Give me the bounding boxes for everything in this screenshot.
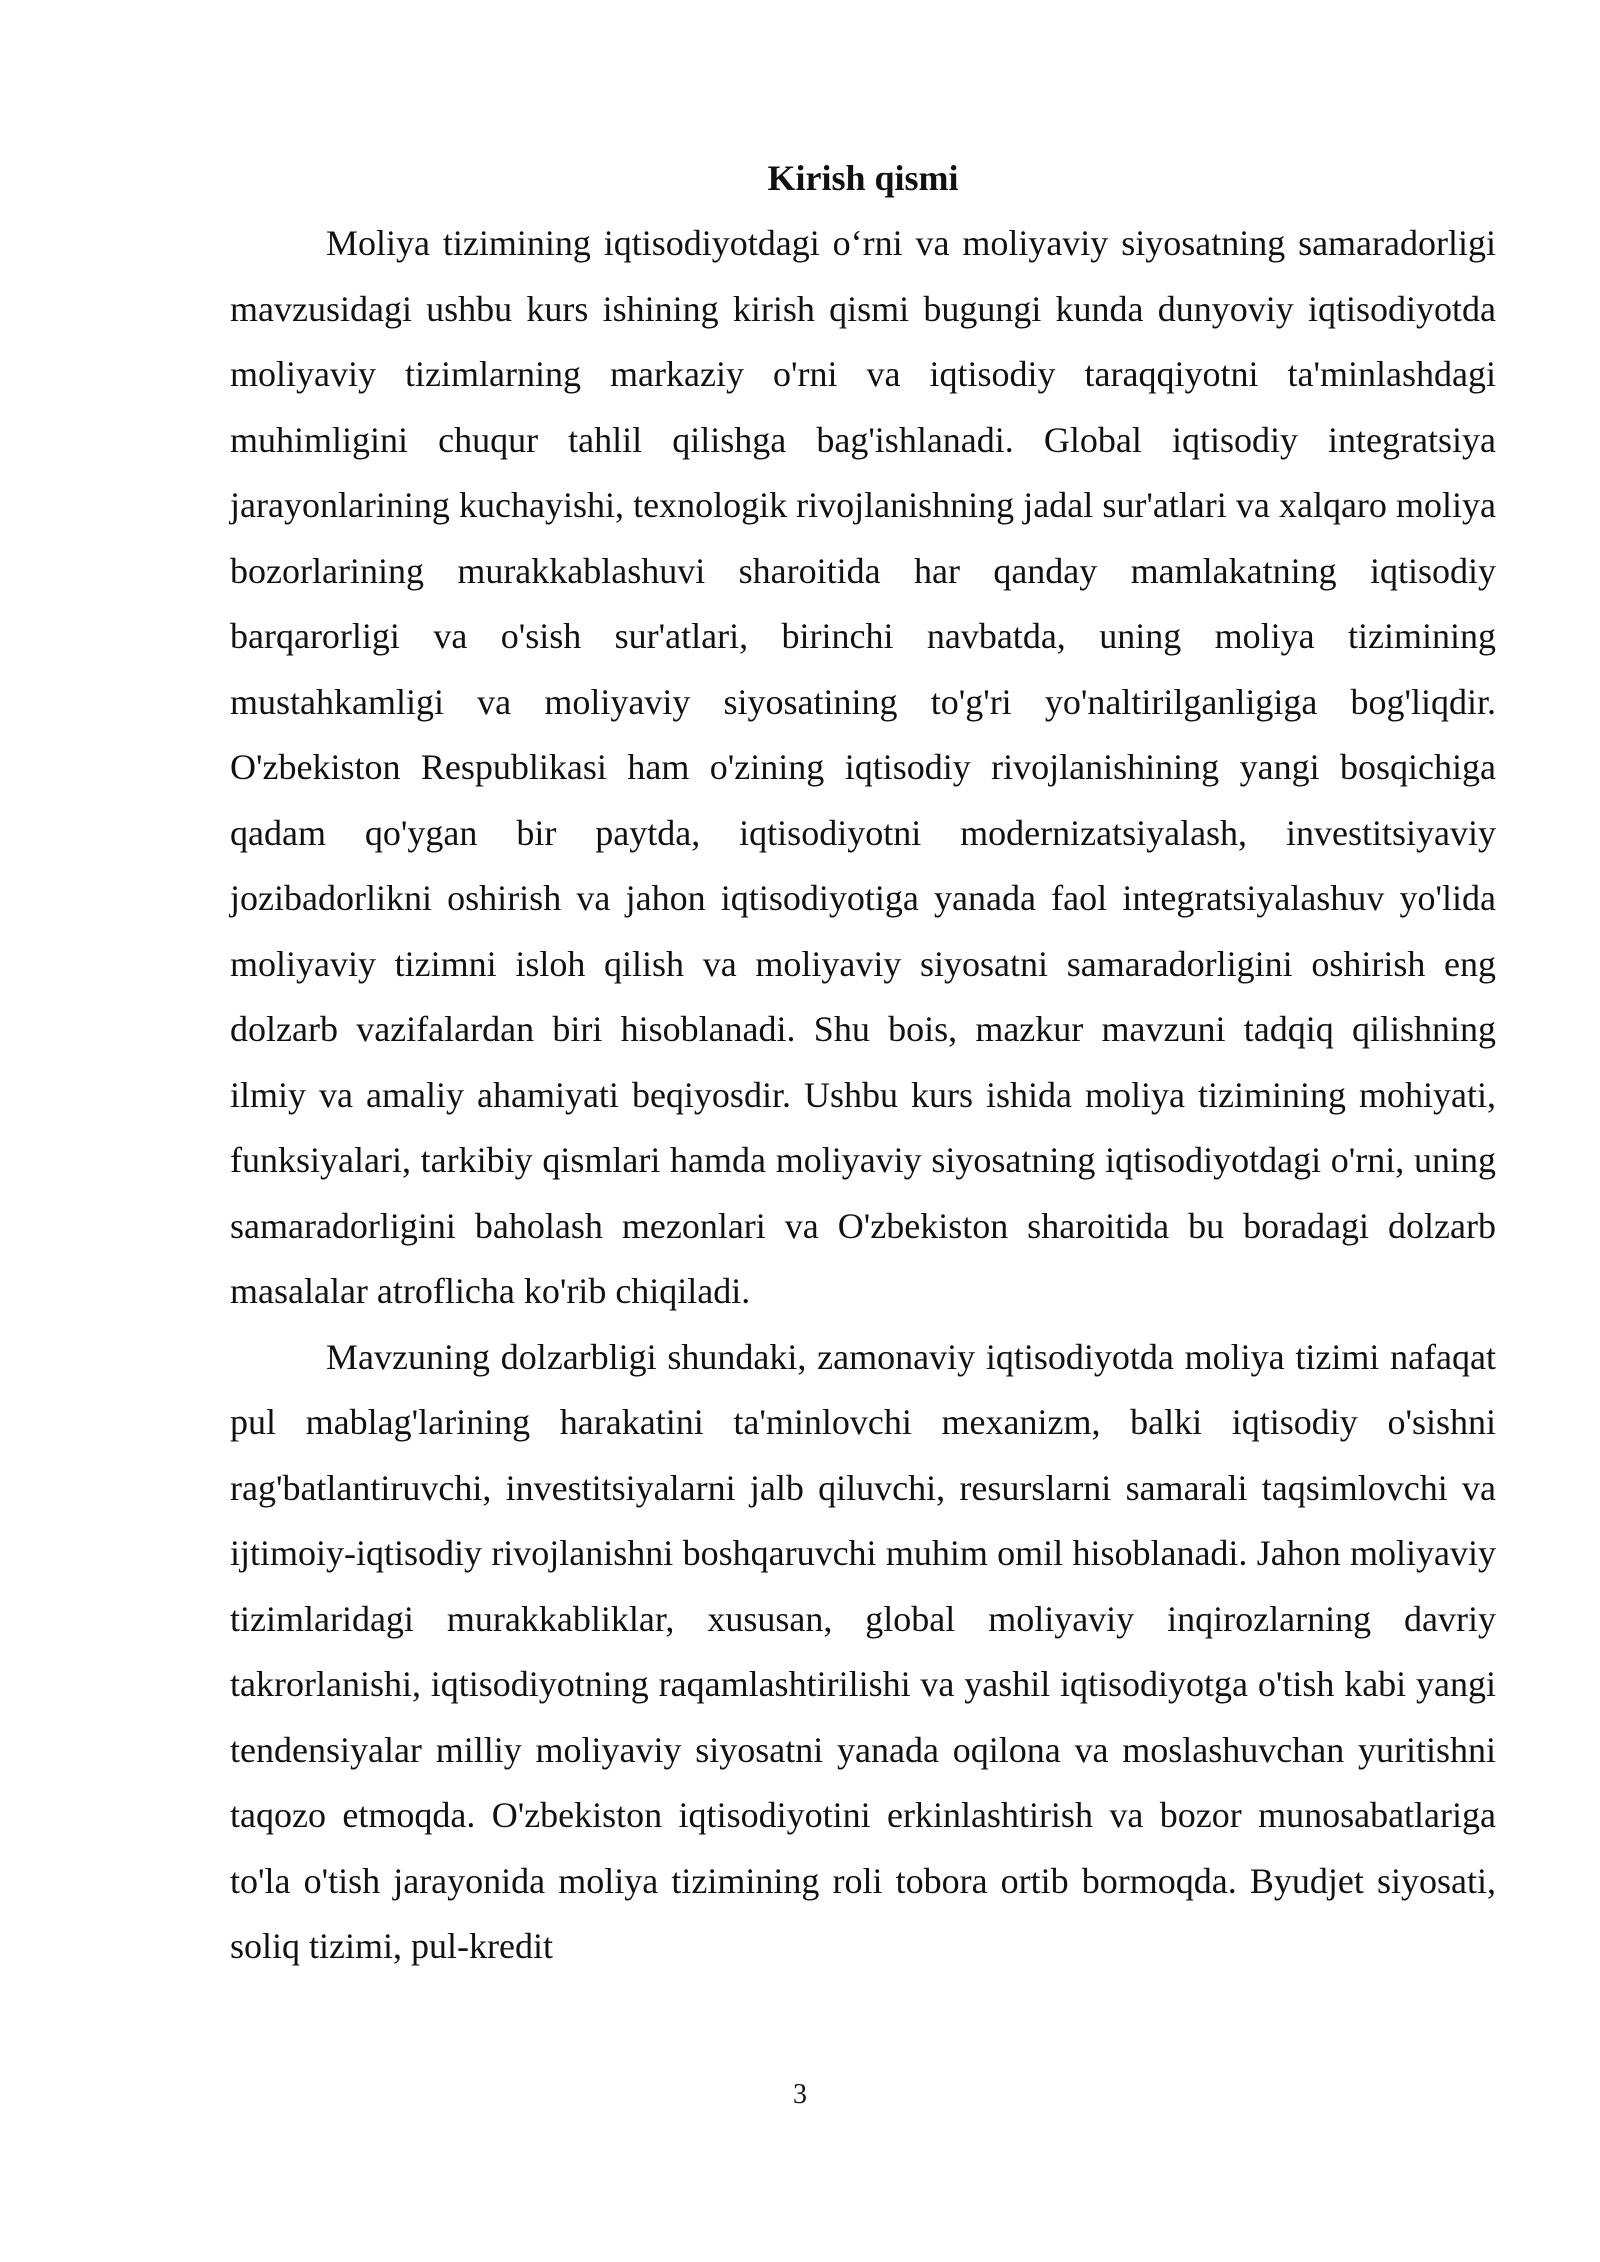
paragraph-intro: Moliya tizimining iqtisodiyotdagi o‘rni va moliyaviy siyosatning samaradorligi mavzusidagi ushbu kurs ishining kirish qismi bugungi kunda dunyoviy iqtisodiyotda moliyaviy tizimlarning markaziy o'rni va iqtisodiy taraqqiyotni ta'minlashdagi muhimligini chuqur tahlil qilishga bag'ishlanadi. Global iqtisodiy integratsiya jarayonlarining kuchayishi, texnologik rivojlanishning jadal sur'atlari va xalqaro moliya bozorlarining murakkablashuvi sharoitida har qanday mamlakatning iqtisodiy barqarorligi va o'sish sur'atlari, birinchi navbatda, uning moliya tizimining mustahkamligi va moliyaviy siyosatining to'g'ri yo'naltirilganligiga bog'liqdir. O'zbekiston Respublikasi ham o'zining iqtisodiy rivojlanishining yangi bosqichiga qadam qo'ygan bir paytda, iqtisodiyotni modernizatsiyalash, investitsiyaviy jozibadorlikni oshirish va jahon iqtisodiyotiga yanada faol integratsiyalashuv yo'lida moliyaviy tizimni isloh qilish va moliyaviy siyosatni samaradorligini oshirish eng dolzarb vazifalardan biri hisoblanadi. Shu bois, mazkur mavzuni tadqiq qilishning ilmiy va amaliy ahamiyati beqiyosdir. Ushbu kurs ishida moliya tizimining mohiyati, funksiyalari, tarkibiy qismlari hamda moliyaviy siyosatning iqtisodiyotdagi o'rni, uning samaradorligini baholash mezonlari va O'zbekiston sharoitida bu boradagi dolzarb masalalar atroflicha ko'rib chiqiladi. [230,223,1496,1311]
page-number: 3 [793,2079,807,2110]
page-content [230,145,1496,1980]
section-title: Kirish qismi [767,158,959,198]
paragraph-relevance: Mavzuning dolzarbligi shundaki, zamonaviy iqtisodiyotda moliya tizimi nafaqat pul mablag'larining harakatini ta'minlovchi mexanizm, balki iqtisodiy o'sishni rag'batlantiruvchi, investitsiyalarni jalb qiluvchi, resurslarni samarali taqsimlovchi va ijtimoiy-iqtisodiy rivojlanishni boshqaruvchi muhim omil hisoblanadi. Jahon moliyaviy tizimlaridagi murakkabliklar, xususan, global moliyaviy inqirozlarning davriy takrorlanishi, iqtisodiyotning raqamlashtirilishi va yashil iqtisodiyotga o'tish kabi yangi tendensiyalar milliy moliyaviy siyosatni yanada oqilona va moslashuvchan yuritishni taqozo etmoqda. O'zbekiston iqtisodiyotini erkinlashtirish va bozor munosabatlariga to'la o'tish jarayonida moliya tizimining roli tobora ortib bormoqda. Byudjet siyosati, soliq tizimi, pul-kredit [230,1336,1496,1966]
